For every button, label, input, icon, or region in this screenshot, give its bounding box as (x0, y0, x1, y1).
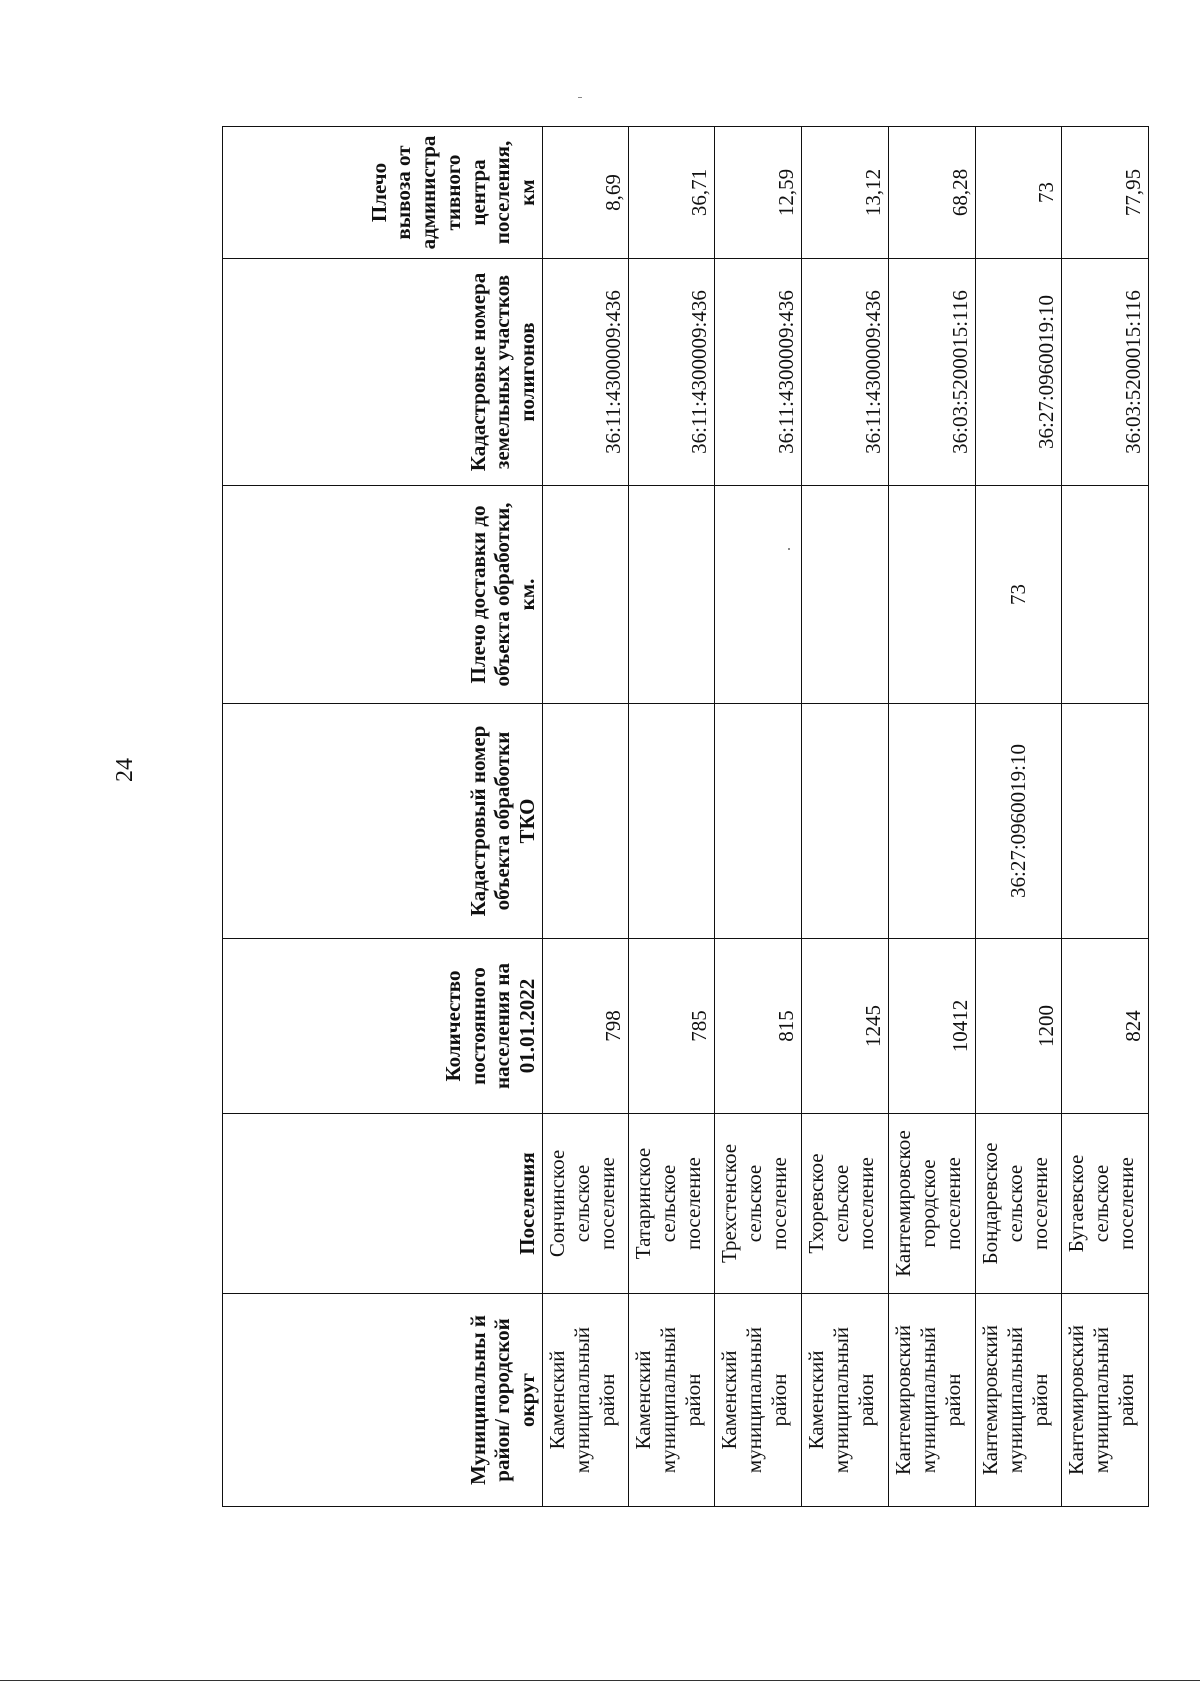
cell-delivery-distance (1062, 486, 1149, 704)
cell-delivery-distance: 73 (976, 486, 1062, 704)
cell-population: 10412 (889, 939, 976, 1114)
table-row (543, 127, 629, 1507)
page-number: 24 (112, 758, 138, 782)
cell-population: 798 (543, 939, 629, 1114)
cell-district: Кантемировский муниципальный район (1062, 1294, 1149, 1507)
cell-district: Кантемировский муниципальный район (976, 1294, 1062, 1507)
page-bottom-rule (0, 1680, 1200, 1681)
table-row (976, 127, 1062, 1507)
cell-delivery-distance (889, 486, 976, 704)
cell-landfill-cadastral-number: 36:11:4300009:436 (802, 259, 889, 486)
table-row (715, 127, 802, 1507)
cell-processing-cadastral-number (629, 704, 715, 939)
waste-removal-table (222, 126, 1149, 1507)
table-row (1062, 127, 1149, 1507)
cell-removal-distance: 77,95 (1062, 127, 1149, 259)
header-population: Количество постоянного населения на 01.01.2022 (223, 939, 543, 1114)
cell-removal-distance: 36,71 (629, 127, 715, 259)
table-row (889, 127, 976, 1507)
cell-population: 815 (715, 939, 802, 1114)
cell-settlement: Татаринское сельское поселение (629, 1114, 715, 1294)
cell-removal-distance: 13,12 (802, 127, 889, 259)
cell-settlement: Бугаевское сельское поселение (1062, 1114, 1149, 1294)
cell-removal-distance: 68,28 (889, 127, 976, 259)
cell-settlement: Бондаревское сельское поселение (976, 1114, 1062, 1294)
cell-settlement: Тхоревское сельское поселение (802, 1114, 889, 1294)
cell-landfill-cadastral-number: 36:03:5200015:116 (1062, 259, 1149, 486)
cell-population: 785 (629, 939, 715, 1114)
cell-delivery-distance (629, 486, 715, 704)
cell-removal-distance: 12,59 (715, 127, 802, 259)
header-processing-cadastral-number: Кадастровый номер объекта обработки ТКО (223, 704, 543, 939)
cell-settlement: Сончинское сельское поселение (543, 1114, 629, 1294)
cell-landfill-cadastral-number: 36:11:4300009:436 (629, 259, 715, 486)
header-settlement: Поселения (223, 1114, 543, 1294)
header-removal-distance: Плечо вывоза от администра тивного центра поселения, км (223, 127, 543, 259)
cell-settlement: Кантемировское городское поселение (889, 1114, 976, 1294)
header-delivery-distance: Плечо доставки до объекта обработки, км. (223, 486, 543, 704)
cell-landfill-cadastral-number: 36:11:4300009:436 (715, 259, 802, 486)
cell-processing-cadastral-number (715, 704, 802, 939)
rotated-table-container (222, 127, 1146, 1507)
cell-processing-cadastral-number (1062, 704, 1149, 939)
cell-processing-cadastral-number (543, 704, 629, 939)
cell-removal-distance: 73 (976, 127, 1062, 259)
cell-district: Каменский муниципальный район (629, 1294, 715, 1507)
cell-population: 1200 (976, 939, 1062, 1114)
table-row (629, 127, 715, 1507)
cell-processing-cadastral-number (802, 704, 889, 939)
cell-landfill-cadastral-number: 36:03:5200015:116 (889, 259, 976, 486)
table-row (802, 127, 889, 1507)
cell-district: Каменский муниципальный район (543, 1294, 629, 1507)
cell-district: Каменский муниципальный район (802, 1294, 889, 1507)
table-body (543, 127, 1149, 1507)
cell-landfill-cadastral-number: 36:27:0960019:10 (976, 259, 1062, 486)
cell-removal-distance: 8,69 (543, 127, 629, 259)
table-header-row (223, 127, 543, 1507)
cell-delivery-distance (715, 486, 802, 704)
cell-population: 824 (1062, 939, 1149, 1114)
cell-processing-cadastral-number: 36:27:0960019:10 (976, 704, 1062, 939)
scan-artifact (578, 97, 582, 98)
cell-landfill-cadastral-number: 36:11:4300009:436 (543, 259, 629, 486)
cell-delivery-distance (543, 486, 629, 704)
cell-district: Каменский муниципальный район (715, 1294, 802, 1507)
cell-district: Кантемировский муниципальный район (889, 1294, 976, 1507)
cell-processing-cadastral-number (889, 704, 976, 939)
header-municipal-district: Муниципальны й район/ городской округ (223, 1294, 543, 1507)
cell-population: 1245 (802, 939, 889, 1114)
header-landfill-cadastral-numbers: Кадастровые номера земельных участков полигонов (223, 259, 543, 486)
cell-delivery-distance (802, 486, 889, 704)
cell-settlement: Трехстенское сельское поселение (715, 1114, 802, 1294)
